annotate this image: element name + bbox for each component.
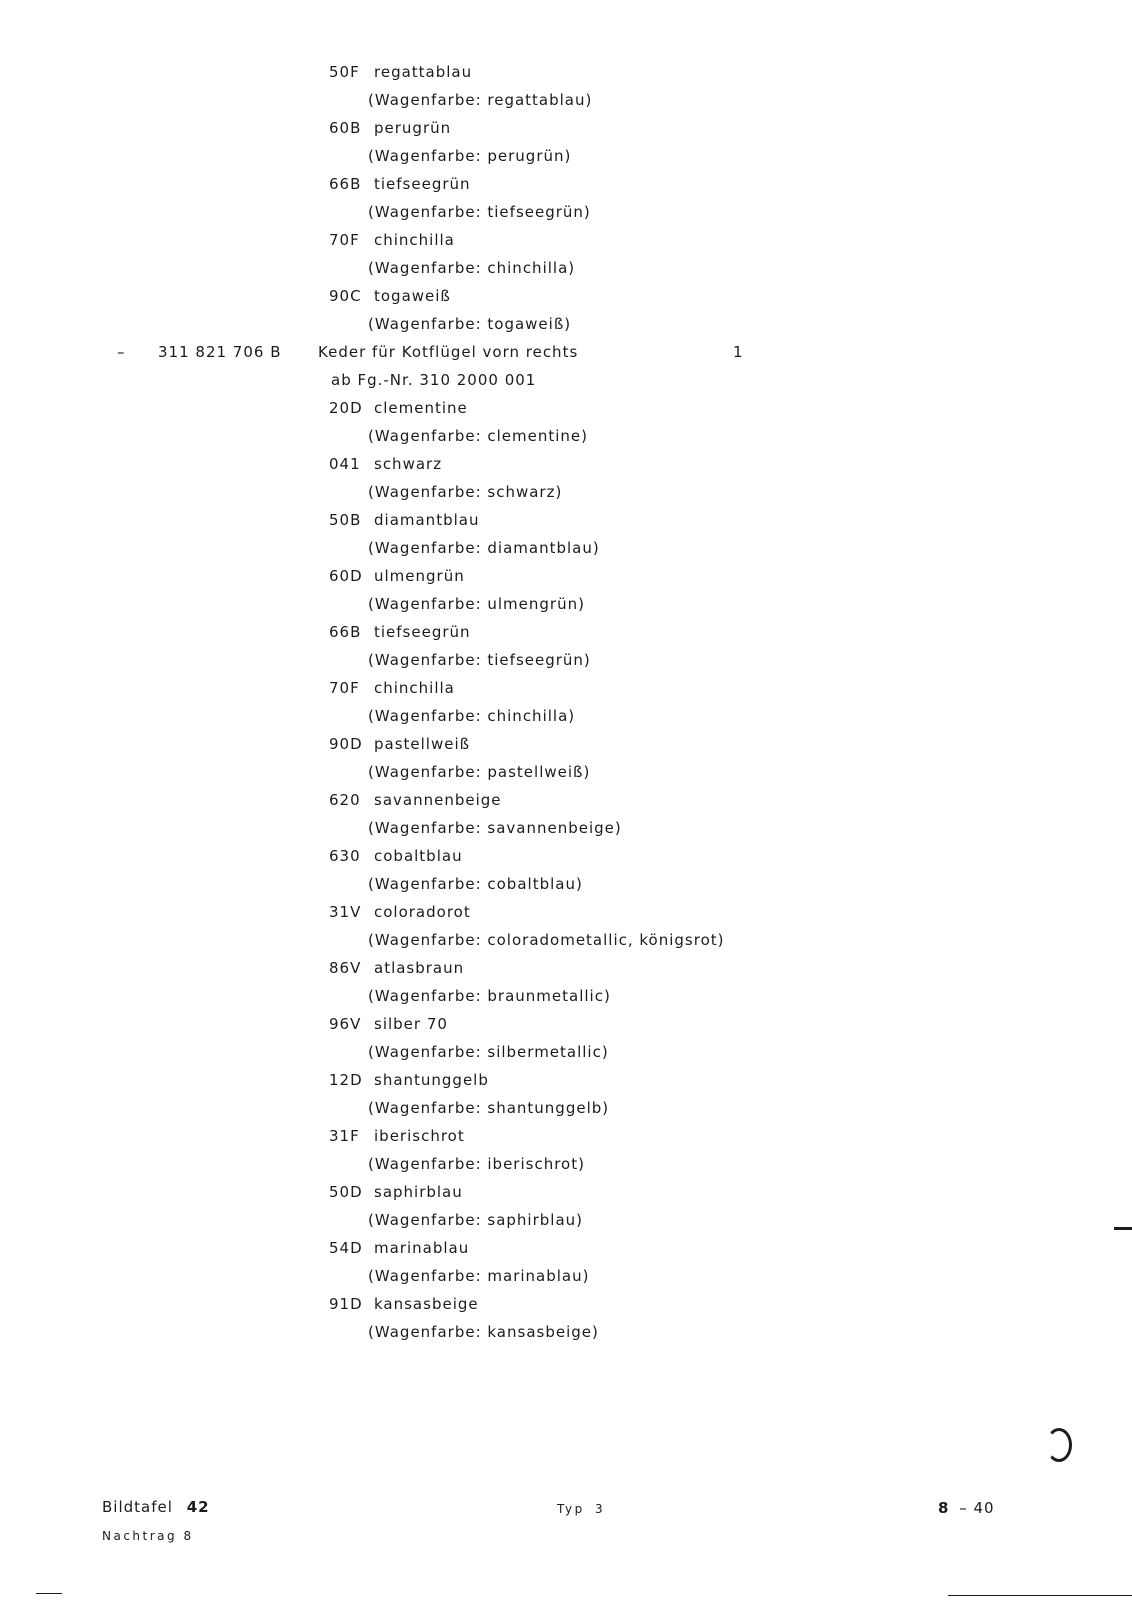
color-name: coloradorot — [374, 903, 471, 921]
color-code: 91D — [329, 1295, 363, 1313]
footer-typ — [557, 1502, 605, 1516]
color-name: pastellweiß — [374, 735, 471, 753]
vehicle-color: (Wagenfarbe: chinchilla) — [368, 707, 576, 725]
color-name: savannenbeige — [374, 791, 502, 809]
part-description: Keder für Kotflügel vorn rechts — [318, 343, 579, 361]
bottom-rule — [948, 1595, 1132, 1596]
color-code: 630 — [329, 847, 361, 865]
vehicle-color: (Wagenfarbe: perugrün) — [368, 147, 572, 165]
footer-bildtafel — [102, 1498, 210, 1516]
color-code: 96V — [329, 1015, 362, 1033]
color-name: togaweiß — [374, 287, 451, 305]
color-code: 66B — [329, 175, 362, 193]
color-code: 54D — [329, 1239, 363, 1257]
color-code: 70F — [329, 231, 360, 249]
part-note: ab Fg.-Nr. 310 2000 001 — [331, 371, 537, 389]
color-name: silber 70 — [374, 1015, 448, 1033]
vehicle-color: (Wagenfarbe: kansasbeige) — [368, 1323, 599, 1341]
vehicle-color: (Wagenfarbe: iberischrot) — [368, 1155, 585, 1173]
vehicle-color: (Wagenfarbe: diamantblau) — [368, 539, 600, 557]
color-code: 620 — [329, 791, 361, 809]
color-code: 90D — [329, 735, 363, 753]
part-number: 311 821 706 B — [158, 343, 282, 361]
color-code: 12D — [329, 1071, 363, 1089]
color-code: 31V — [329, 903, 362, 921]
vehicle-color: (Wagenfarbe: coloradometallic, königsrot) — [368, 931, 725, 949]
vehicle-color: (Wagenfarbe: clementine) — [368, 427, 589, 445]
color-name: chinchilla — [374, 231, 455, 249]
vehicle-color: (Wagenfarbe: tiefseegrün) — [368, 651, 591, 669]
typ-label: Typ — [557, 1502, 585, 1516]
vehicle-color: (Wagenfarbe: braunmetallic) — [368, 987, 611, 1005]
edge-mark-right — [1114, 1227, 1132, 1230]
color-name: cobaltblau — [374, 847, 463, 865]
page-number-bold: 8 — [938, 1499, 950, 1517]
color-name: perugrün — [374, 119, 452, 137]
color-name: iberischrot — [374, 1127, 465, 1145]
vehicle-color: (Wagenfarbe: saphirblau) — [368, 1211, 583, 1229]
vehicle-color: (Wagenfarbe: savannenbeige) — [368, 819, 622, 837]
color-name: clementine — [374, 399, 468, 417]
vehicle-color: (Wagenfarbe: shantunggelb) — [368, 1099, 610, 1117]
color-code: 60B — [329, 119, 362, 137]
part-dash: – — [117, 343, 126, 361]
color-code: 31F — [329, 1127, 360, 1145]
color-name: ulmengrün — [374, 567, 465, 585]
color-code: 60D — [329, 567, 363, 585]
bildtafel-label: Bildtafel — [102, 1498, 173, 1516]
footer-page — [938, 1499, 995, 1517]
footer-nachtrag: Nachtrag 8 — [102, 1529, 194, 1543]
vehicle-color: (Wagenfarbe: togaweiß) — [368, 315, 572, 333]
vehicle-color: (Wagenfarbe: ulmengrün) — [368, 595, 585, 613]
color-code: 50D — [329, 1183, 363, 1201]
vehicle-color: (Wagenfarbe: tiefseegrün) — [368, 203, 591, 221]
color-name: atlasbraun — [374, 959, 465, 977]
color-name: tiefseegrün — [374, 623, 471, 641]
color-name: schwarz — [374, 455, 443, 473]
vehicle-color: (Wagenfarbe: cobaltblau) — [368, 875, 583, 893]
vehicle-color: (Wagenfarbe: marinablau) — [368, 1267, 590, 1285]
color-code: 20D — [329, 399, 363, 417]
typ-number: 3 — [595, 1502, 606, 1516]
bottom-left-rule — [36, 1593, 62, 1594]
color-name: chinchilla — [374, 679, 455, 697]
color-code: 70F — [329, 679, 360, 697]
color-code: 50F — [329, 63, 360, 81]
color-code: 50B — [329, 511, 362, 529]
vehicle-color: (Wagenfarbe: silbermetallic) — [368, 1043, 609, 1061]
vehicle-color: (Wagenfarbe: regattablau) — [368, 91, 593, 109]
color-name: regattablau — [374, 63, 473, 81]
color-name: diamantblau — [374, 511, 480, 529]
color-code: 86V — [329, 959, 362, 977]
color-name: saphirblau — [374, 1183, 463, 1201]
color-name: shantunggelb — [374, 1071, 489, 1089]
color-code: 66B — [329, 623, 362, 641]
color-code: 041 — [329, 455, 361, 473]
color-name: marinablau — [374, 1239, 470, 1257]
binding-hole-mark — [1046, 1428, 1072, 1462]
color-code: 90C — [329, 287, 362, 305]
vehicle-color: (Wagenfarbe: schwarz) — [368, 483, 563, 501]
part-quantity: 1 — [733, 343, 744, 361]
color-name: kansasbeige — [374, 1295, 479, 1313]
bildtafel-number: 42 — [186, 1498, 210, 1516]
vehicle-color: (Wagenfarbe: chinchilla) — [368, 259, 576, 277]
color-name: tiefseegrün — [374, 175, 471, 193]
page-number-rest: – 40 — [959, 1499, 995, 1517]
vehicle-color: (Wagenfarbe: pastellweiß) — [368, 763, 591, 781]
